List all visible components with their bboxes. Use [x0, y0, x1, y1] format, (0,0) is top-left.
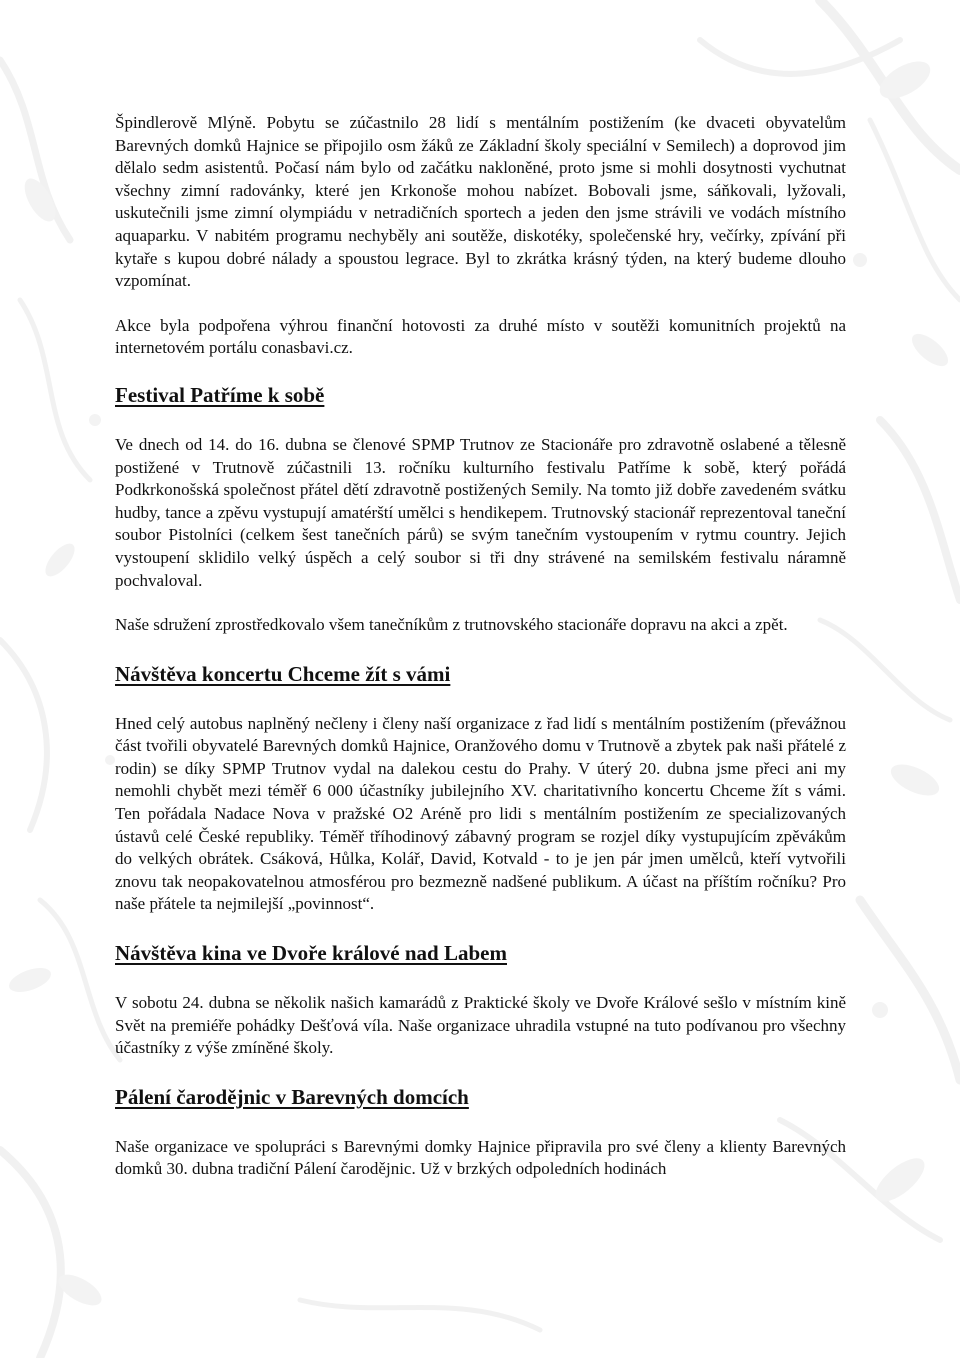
heading-festival-patrime-k-sobe: Festival Patříme k sobě — [115, 382, 325, 407]
paragraph-kino: V sobotu 24. dubna se několik našich kamarádů z Praktické školy ve Dvoře Králové sešlo v místním kině Svět na premiéře pohádky Dešťová víla. Naše organizace uhradila vstupné na tuto podívanou pro všechny účastníky z výše zmíněné školy. — [115, 993, 846, 1058]
paragraph-festival: Ve dnech od 14. do 16. dubna se členové SPMP Trutnov ze Stacionáře pro zdravotně oslabené a tělesně postižené v Trutnově zúčastnili 13. ročníku kulturního festivalu Patříme k sobě, který pořádá Podkrkonošská společnost přátel dětí zdravotně postižených Semily. Na tomto již dobře zavedeném svátku hudby, tance a zpěvu vystupují amatérští umělci s hendikepem. Trutnovský stacionář reprezentoval taneční soubor Pistolníci (celkem šest tanečních párů) se svým tanečním vystoupením v rytmu country. Jejich vystoupení sklidilo velký úspěch a celý soubor si tři dny strávené na semilském festivalu náramně pochvaloval. — [115, 434, 846, 590]
paragraph-conasbavi: Akce byla podpořena výhrou finanční hotovosti za druhé místo v soutěži komunitních projektů na internetovém portálu conasbavi.cz. — [115, 315, 846, 358]
paragraph-paleni-carodejnic: Naše organizace ve spolupráci s Barevnými domky Hajnice připravila pro své členy a klienty Barevných domků 30. dubna tradiční Pálení čarodějnic. Už v brzkých odpoledních hodinách — [115, 1136, 846, 1179]
paragraph-doprava: Naše sdružení zprostředkovalo všem tanečníkům z trutnovského stacionáře dopravu na akci a zpět. — [115, 615, 788, 635]
paragraph-koncert: Hned celý autobus naplněný nečleny i členy naší organizace z řad lidí s mentálním postižením (převážnou část tvořili obyvatelé Barevných domků Hajnice, Oranžového domu v Trutnově a zbytek pak naši přátelé z rodin) se díky SPMP Trutnov vydal na dalekou cestu do Prahy. V úterý 20. dubna jsme přeci ani my nemohli chybět mezi téměř 6 000 účastníky jubilejního XV. charitativního koncertu Chceme žít s vámi. Ten pořádala Nadace Nova v pražské O2 Aréně pro lidi s mentálním postižením ze specializovaných ústavů celé České republiky. Téměř tříhodinový zábavný program se rozjel díky vystupujícím zpěvákům do velkých obrátek. Csáková, Hůlka, Kolář, David, Kotvald - to je jen pár jmen umělců, kteří vytvořili znovu tak neopakovatelnou atmosférou pro bezmezně nadšené publikum. A účast na příštím ročníku? Pro naše přátele ta nejmilejší „povinnost“. — [115, 713, 846, 914]
heading-kino-dvur-kralove: Návštěva kina ve Dvoře králové nad Labem — [115, 941, 507, 966]
paragraph-spindleruv-mlyn: Špindlerově Mlýně. Pobytu se zúčastnilo 28 lidí s mentálním postižením (ke dvaceti obyvatelům Barevných domků Hajnice se připojilo osm žáků ze Základní školy speciální v Semilech) a doprovod jim dělalo sedm asistentů. Počasí nám bylo od začátku nakloněné, proto jsme si mohli dosytnosti vychutnat všechny zimní radovánky, které jen Krkonoše mohou nabízet. Bobovali jsme, sáňkovali, lyžovali, uskutečnili jsme zimní olympiádu v netradičních sportech a jeden den jsme strávili ve vodách místního aquaparku. V nabitém programu nechyběly ani soutěže, diskotéky, společenské hry, večírky, zpívání při kytaře s kupou dobré nálady a spoustou legrace. Byl to zkrátka krásný týden, na který budeme dlouho vzpomínat. — [115, 113, 846, 291]
heading-koncert-chceme-zit-s-vami: Návštěva koncertu Chceme žít s vámi — [115, 661, 451, 686]
heading-paleni-carodejnic: Pálení čarodějnic v Barevných domcích — [115, 1084, 469, 1109]
document-page — [115, 112, 846, 1181]
